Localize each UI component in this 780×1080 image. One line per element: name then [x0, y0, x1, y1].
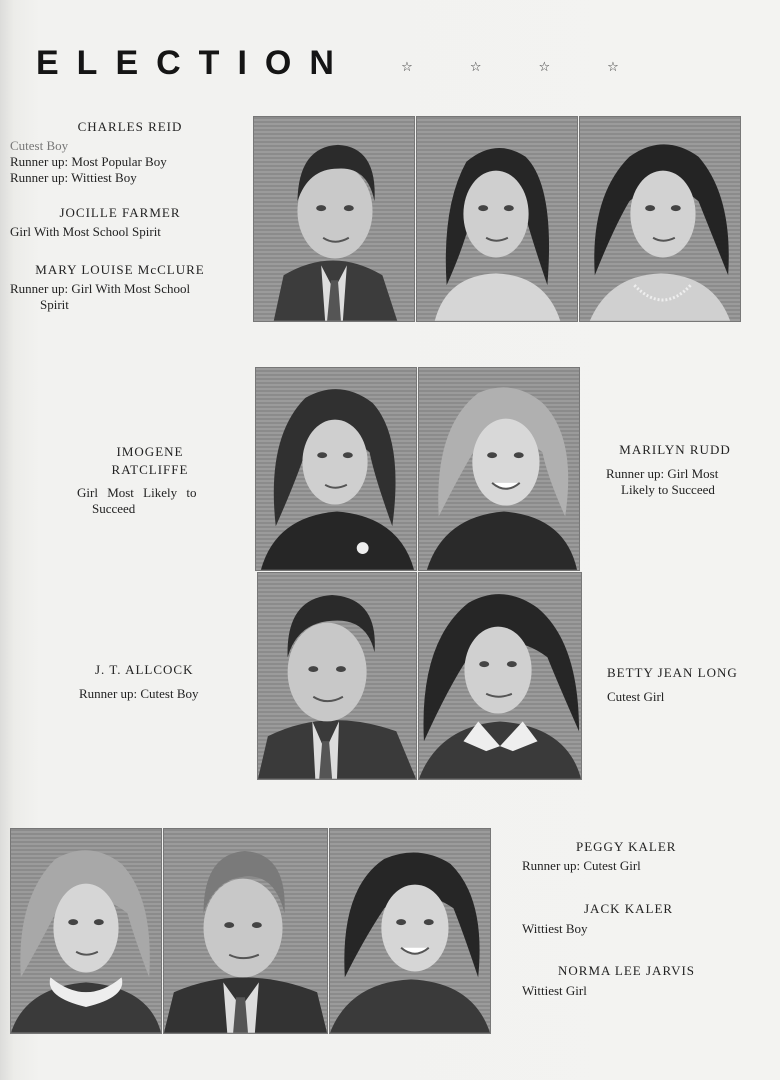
person-name: J. T. ALLCOCK	[95, 662, 194, 677]
caption-line: Wittiest Girl	[522, 983, 587, 998]
caption-jocille-details	[10, 224, 250, 240]
caption-line: Runner up: Cutest Girl	[522, 858, 641, 873]
caption-mary-name	[15, 262, 225, 278]
portrait-photo-jt-allcock	[257, 572, 417, 780]
caption-jack-name	[584, 901, 734, 917]
caption-norma-details	[522, 983, 672, 999]
portrait-photo-jocille-farmer	[416, 116, 578, 322]
caption-imogene-details	[77, 485, 237, 517]
star-icon: ☆	[469, 60, 482, 75]
caption-line: Girl With Most School Spirit	[10, 224, 161, 239]
caption-line: Succeed	[92, 501, 136, 516]
page-title: ELECTION	[36, 44, 352, 82]
caption-marilyn-name	[605, 442, 745, 458]
person-name: JACK KALER	[584, 901, 674, 916]
portrait-photo-charles-reid	[253, 116, 415, 322]
person-name: MARY LOUISE McCLURE	[35, 262, 205, 277]
caption-norma-name	[558, 963, 758, 979]
caption-jack-details	[522, 921, 672, 937]
portrait-girl-icon	[330, 829, 490, 1033]
person-name: IMOGENE	[116, 444, 184, 459]
caption-line: Girl Most Likely to	[77, 485, 197, 500]
caption-line: Runner up: Girl Most	[606, 466, 719, 481]
portrait-girl-icon	[256, 368, 416, 570]
person-name: RATCLIFFE	[111, 462, 189, 477]
caption-line: Runner up: Girl With Most School	[10, 281, 191, 296]
star-ornaments	[400, 60, 620, 75]
caption-betty-details	[607, 689, 757, 705]
person-name: NORMA LEE JARVIS	[558, 963, 696, 978]
caption-line: Cutest Boy	[10, 138, 69, 153]
caption-line: Cutest Girl	[607, 689, 665, 704]
portrait-photo-marilyn-rudd	[418, 367, 580, 571]
portrait-girl-icon	[419, 368, 579, 570]
portrait-girl-icon	[419, 573, 581, 779]
caption-line: Likely to Succeed	[621, 482, 715, 497]
person-name: BETTY JEAN LONG	[607, 665, 738, 680]
caption-imogene-name	[90, 444, 210, 478]
caption-peggy-name	[576, 839, 736, 855]
caption-peggy-details	[522, 858, 722, 874]
portrait-photo-jack-kaler	[163, 828, 328, 1034]
caption-jocille-name	[30, 205, 210, 221]
caption-jt-name	[95, 662, 235, 678]
caption-line: Runner up: Cutest Boy	[79, 686, 199, 701]
portrait-girl-icon	[11, 829, 161, 1033]
caption-line: Spirit	[40, 297, 69, 312]
star-icon: ☆	[607, 60, 619, 75]
caption-line: Runner up: Most Popular Boy	[10, 154, 167, 169]
person-name: CHARLES REID	[77, 119, 183, 134]
caption-line: Wittiest Boy	[522, 921, 588, 936]
portrait-photo-imogene-ratcliffe	[255, 367, 417, 571]
portrait-boy-icon	[258, 573, 416, 779]
caption-jt-details	[79, 686, 249, 702]
caption-line: Runner up: Wittiest Boy	[10, 170, 137, 185]
star-icon: ☆	[401, 60, 413, 75]
caption-betty-name	[607, 665, 777, 681]
portrait-photo-peggy-kaler	[10, 828, 162, 1034]
caption-mary-details	[10, 281, 250, 313]
portrait-photo-betty-jean-long	[418, 572, 582, 780]
caption-charles-details	[10, 138, 250, 186]
caption-charles-name	[40, 119, 220, 135]
person-name: PEGGY KALER	[576, 839, 677, 854]
portrait-photo-mary-louise-mcclure	[579, 116, 741, 322]
star-icon: ☆	[538, 60, 551, 75]
portrait-boy-icon	[254, 117, 414, 321]
portrait-girl-icon	[580, 117, 740, 321]
portrait-girl-icon	[417, 117, 577, 321]
person-name: JOCILLE FARMER	[59, 205, 181, 220]
portrait-photo-norma-lee-jarvis	[329, 828, 491, 1034]
portrait-boy-icon	[164, 829, 327, 1033]
caption-marilyn-details	[606, 466, 766, 498]
person-name: MARILYN RUDD	[619, 442, 731, 457]
